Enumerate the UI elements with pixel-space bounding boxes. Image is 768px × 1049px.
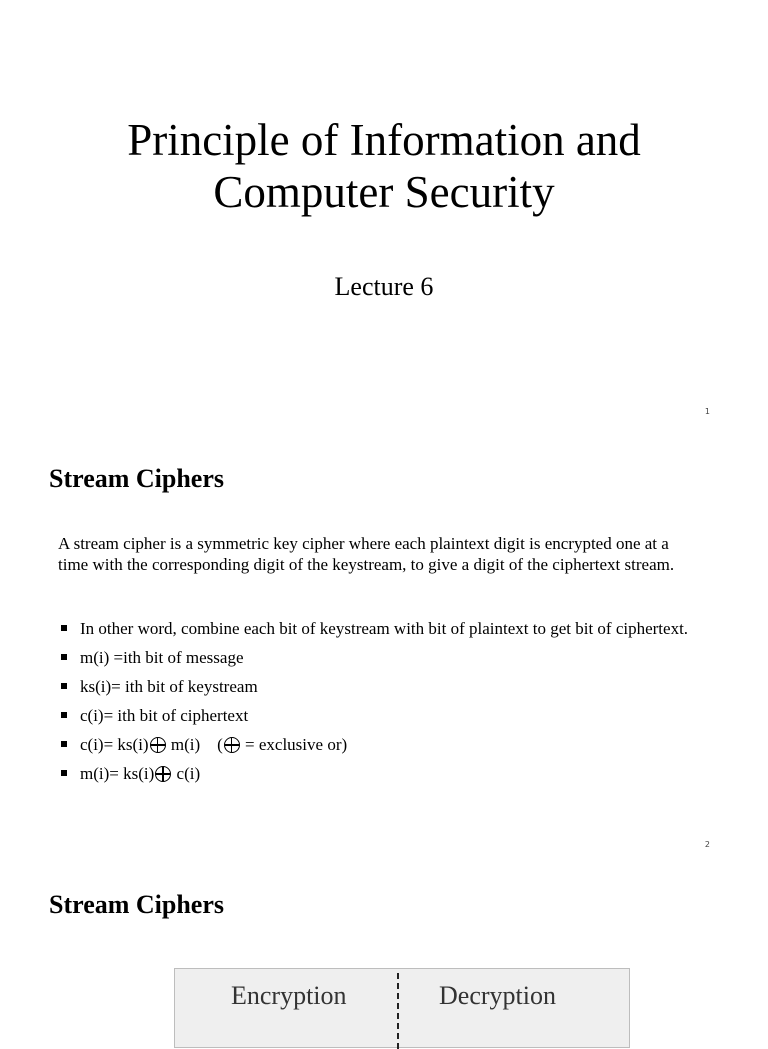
list-item xyxy=(58,647,698,668)
list-item xyxy=(58,618,698,639)
bullet-list xyxy=(58,618,698,792)
title-line-2: Computer Security xyxy=(213,167,555,217)
bullet-text: c(i)= ks(i) xyxy=(80,735,149,754)
list-item xyxy=(58,763,698,784)
bullet-text: m(i)= ks(i) xyxy=(80,764,155,783)
slide-2 xyxy=(0,430,768,860)
presentation-title xyxy=(0,114,768,218)
title-line-1: Principle of Information and xyxy=(127,115,641,165)
list-item xyxy=(58,705,698,726)
bullet-icon xyxy=(61,654,67,660)
bullet-icon xyxy=(61,770,67,776)
bullet-text: m(i) ( xyxy=(166,735,223,754)
definition-paragraph: A stream cipher is a symmetric key cipher where each plaintext digit is encrypted one at a time with the corresponding digit of the keystream, to give a digit of the ciphertext stream. xyxy=(58,534,675,574)
list-item xyxy=(58,734,698,755)
slide-title: Stream Ciphers xyxy=(49,890,225,919)
bullet-text: ks(i)= ith bit of keystream xyxy=(80,677,258,696)
list-item xyxy=(58,676,698,697)
bullet-text: c(i) xyxy=(172,764,201,783)
bullet-text: c(i)= ith bit of ciphertext xyxy=(80,706,249,725)
xor-icon xyxy=(150,737,166,753)
dashed-divider xyxy=(397,973,399,1049)
bullet-icon xyxy=(61,741,67,747)
slide-3 xyxy=(0,860,768,1024)
slide-1 xyxy=(0,0,768,430)
xor-icon xyxy=(155,766,171,782)
bullet-icon xyxy=(61,712,67,718)
decryption-label: Decryption xyxy=(439,981,556,1010)
bullet-text: = exclusive or) xyxy=(240,735,348,754)
bullet-icon xyxy=(61,683,67,689)
bullet-icon xyxy=(61,625,67,631)
slide-title: Stream Ciphers xyxy=(49,464,225,493)
xor-icon xyxy=(224,737,240,753)
encryption-label: Encryption xyxy=(231,981,347,1010)
bullet-text: m(i) =ith bit of message xyxy=(80,648,244,667)
page-number: 2 xyxy=(704,840,710,849)
encryption-decryption-diagram xyxy=(174,968,630,1048)
lecture-subtitle: Lecture 6 xyxy=(334,272,434,301)
page-number: 1 xyxy=(704,407,710,416)
bullet-text: In other word, combine each bit of keystream with bit of plaintext to get bit of ciphertext. xyxy=(80,619,689,638)
